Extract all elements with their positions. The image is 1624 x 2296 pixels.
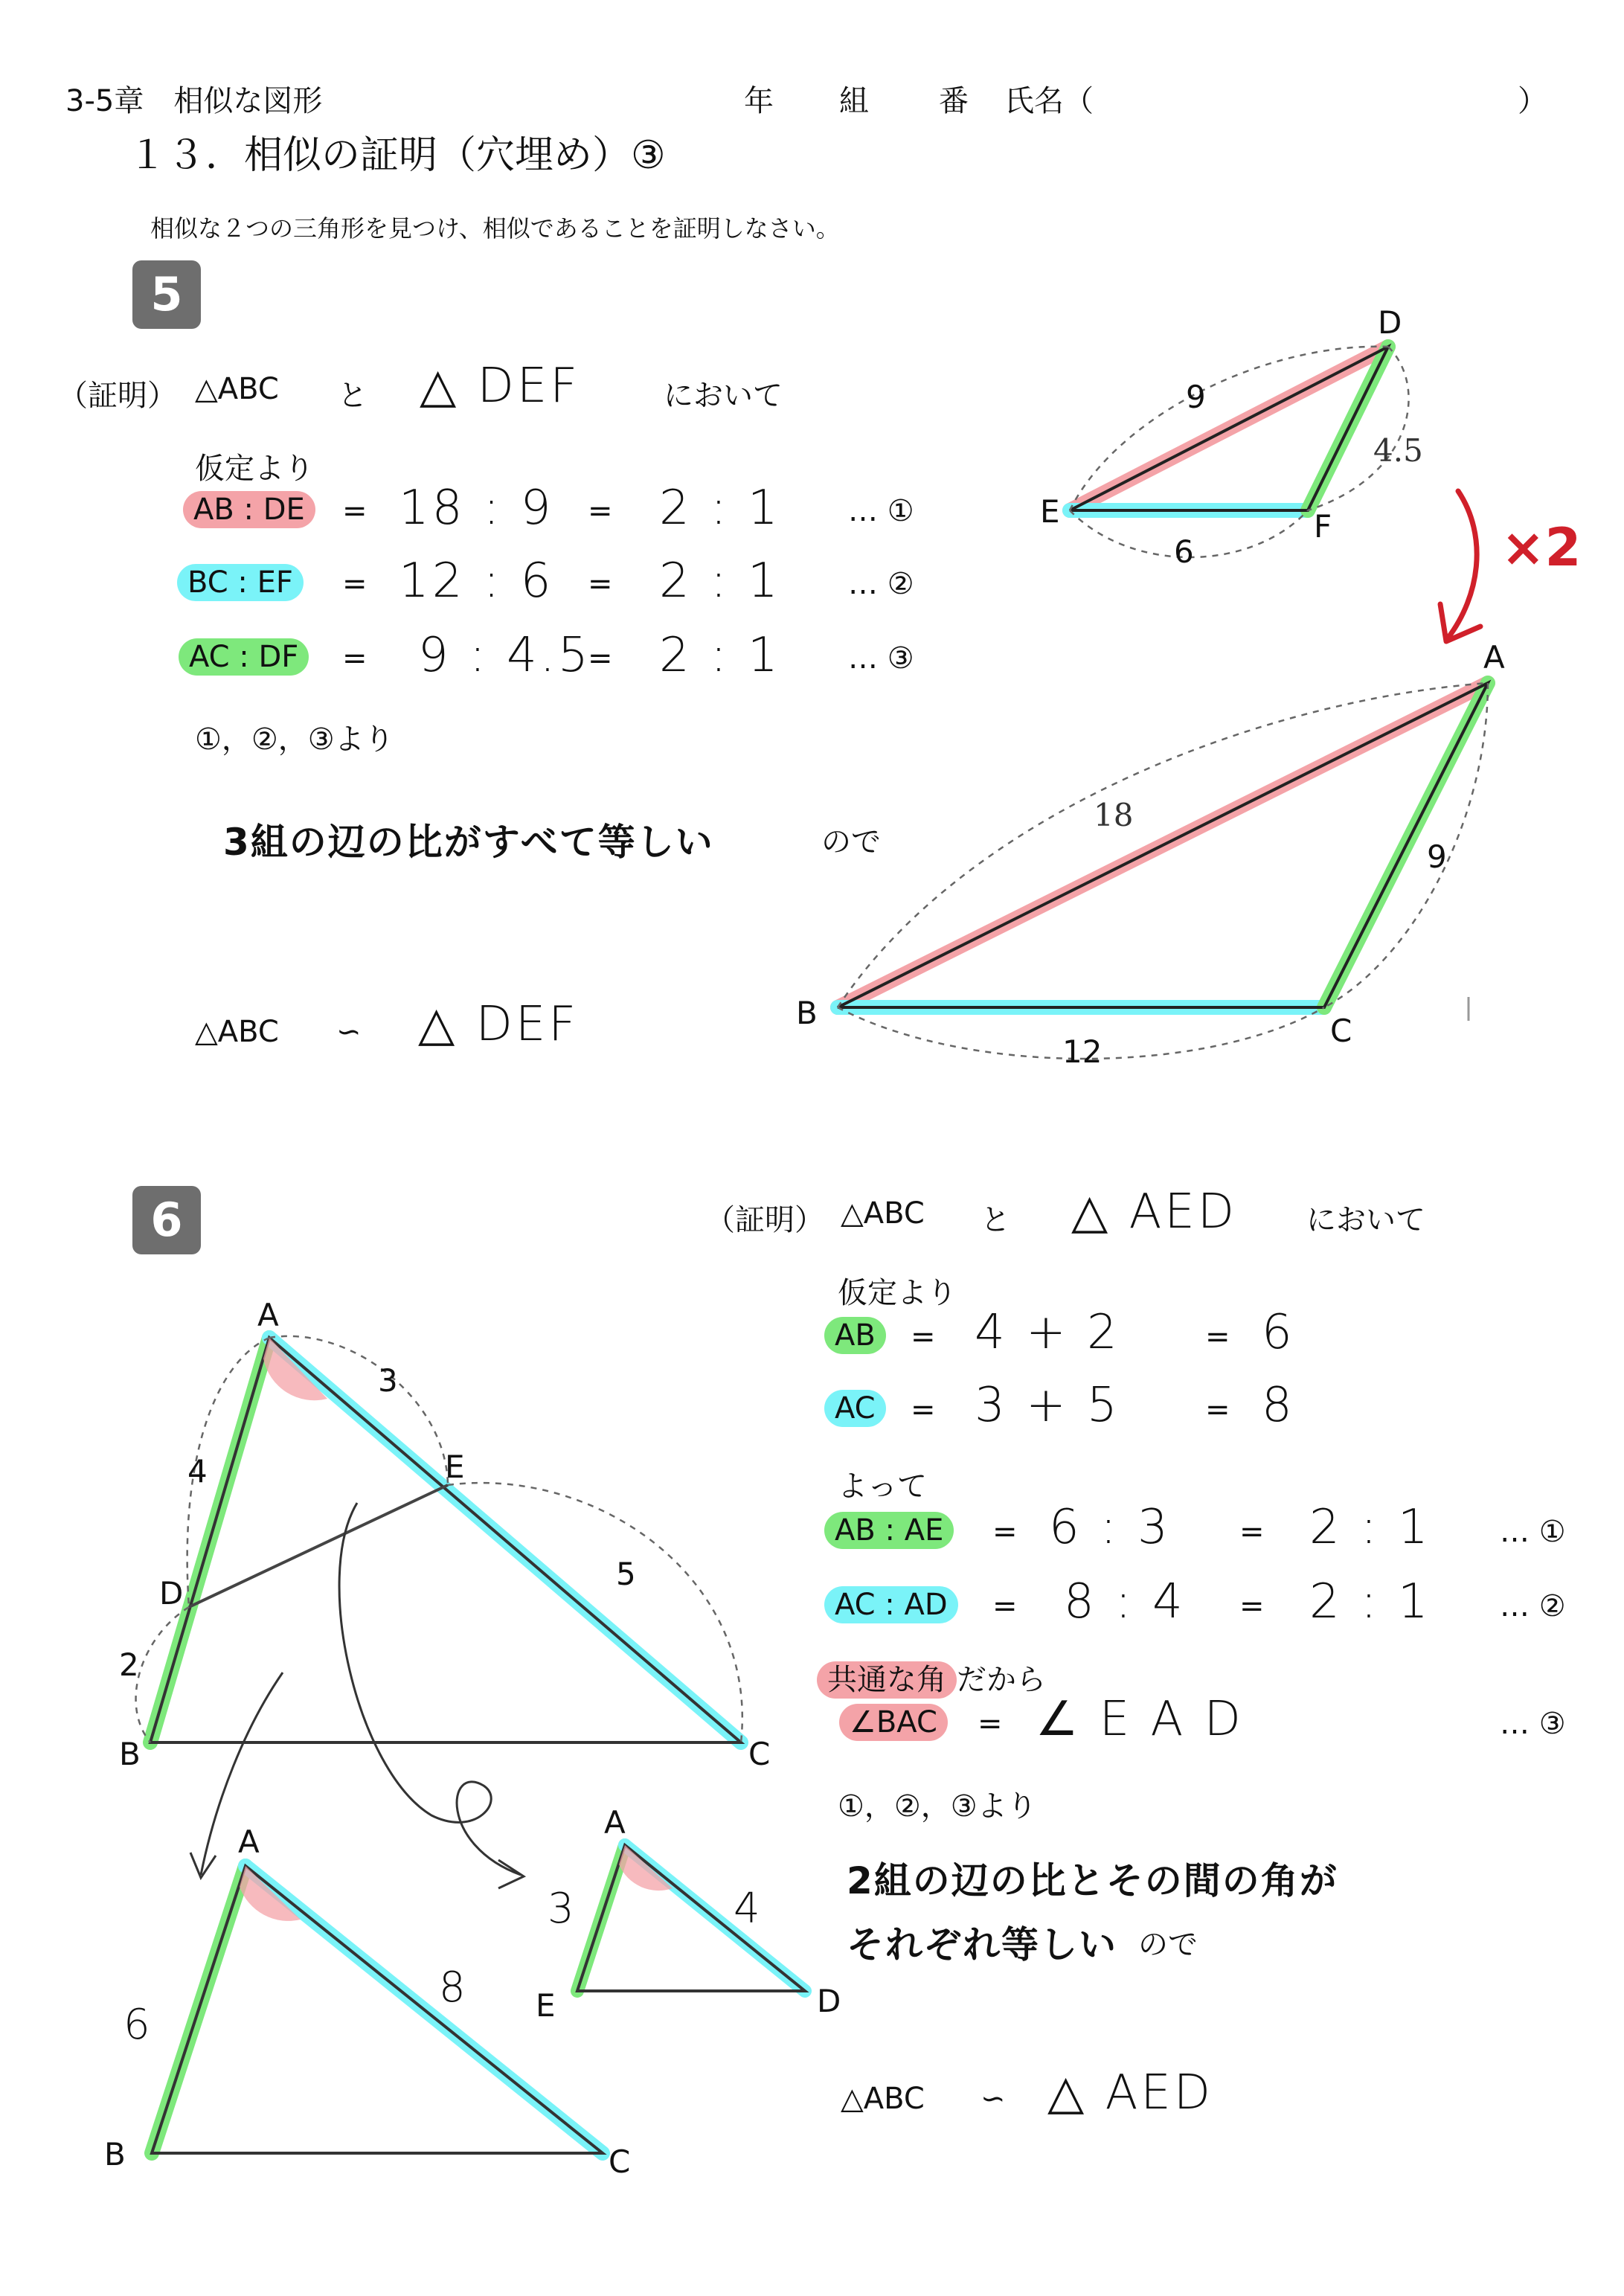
p5-eq3-result: 2 : 1 [659,628,781,683]
p5-to: と [338,379,368,413]
p6-angle-a-mark [263,1338,327,1400]
problem-6-badge: 6 [132,1186,201,1254]
name-close-paren: ） [1518,84,1547,118]
p6-small-len-ad: 4 [734,1885,760,1933]
p5-eq2-mark: … ② [848,567,914,601]
p5-assume: 仮定より [195,452,314,486]
p6-small-label-a: A [604,1804,626,1841]
year-label: 年 [744,84,774,118]
p6-ac-equals: = [911,1393,936,1427]
p6-triangle-abc [150,1338,741,1742]
p6-from: ①，②，③より [838,1789,1037,1824]
p5-node: ので [821,825,881,859]
p6-label-d: D [159,1575,184,1612]
p6-ac-expr: 3 + 5 [975,1378,1120,1433]
p5-scale-label: ×2 [1501,517,1582,578]
p5-concl-sim: ∽ [336,1015,362,1049]
p6-len-ae: 3 [378,1362,398,1399]
p6-big-label-c: C [609,2143,631,2180]
p6-len-db: 2 [119,1646,139,1683]
p6-reason-line1: 2組の辺の比とその間の角が [847,1859,1338,1902]
p6-r2-equals: = [992,1589,1018,1623]
page-title: １３．相似の証明（穴埋め）③ [128,133,666,178]
p5-concl-tri1: △ABC [195,1015,279,1049]
p5-eq1-equals2: = [588,494,613,528]
p6-angle-label: ∠BAC [839,1704,948,1741]
number-label: 番 [939,84,969,118]
p6-proof-label: （証明） [705,1203,824,1237]
p5-eq2-equals2: = [588,567,613,601]
p6-ab-label: AB [824,1317,886,1354]
p5-eq3-expr: 9 : 4.5 [418,628,591,683]
p6-tri2: △ AED [1071,1184,1238,1240]
p6-ac-result: 8 [1262,1378,1295,1433]
p6-big-label-a: A [238,1824,260,1860]
p5-len-bc: 12 [1062,1033,1103,1070]
p6-label-b: B [119,1736,141,1772]
p6-r1-label: AB : AE [824,1512,954,1549]
p6-to: と [981,1203,1010,1237]
p5-len-df: 4.5 [1373,432,1423,469]
p5-eq1-expr: 18 : 9 [399,481,554,536]
p5-eq1-label: AB : DE [183,491,315,528]
p5-eq3-mark: … ③ [848,641,914,676]
p5-label-b: B [796,995,818,1031]
p6-reason-line2: それぞれ等しい [847,1923,1117,1966]
p5-tri1: △ABC [195,372,279,406]
p6-r1-expr: 6 : 3 [1049,1500,1171,1555]
p5-label-e: E [1040,493,1060,530]
p6-r1-mark: … ① [1500,1515,1566,1549]
p6-concl-tri2: △ AED [1047,2065,1214,2120]
p5-eq1-equals: = [342,494,368,528]
p5-len-ac: 9 [1427,838,1447,875]
p6-ac-equals2: = [1205,1393,1230,1427]
p6-arrow-to-small-head [498,1860,524,1888]
chapter-label: 3-5章 相似な図形 [65,84,323,118]
p5-tri2: △ DEF [420,359,581,414]
problem-5-badge: 5 [132,260,201,329]
p5-eq2-label: BC : EF [177,564,304,601]
p6-angle-mark: … ③ [1500,1707,1566,1741]
p6-concl-sim: ∽ [981,2082,1006,2116]
p5-len-ab: 18 [1094,797,1134,833]
p5-eq3-equals2: = [588,641,613,676]
p5-niokite: において [664,379,783,413]
p6-r2-equals2: = [1239,1589,1265,1623]
p5-from: ①，②，③より [195,722,394,757]
p6-big-label-b: B [104,2136,126,2172]
p5-eq2-result: 2 : 1 [659,554,781,609]
p5-label-a: A [1483,639,1505,676]
p6-common: 共通な角 だから [817,1656,1046,1699]
p6-ab-expr: 4 + 2 [975,1305,1120,1360]
p6-yotte: よって [838,1469,927,1504]
p6-node: ので [1138,1928,1198,1962]
p6-label-e: E [445,1449,465,1485]
p6-assume: 仮定より [838,1276,957,1310]
p6-angle-equals: = [978,1707,1003,1741]
p6-ab-result: 6 [1262,1305,1295,1360]
p6-small-label-e: E [536,1987,556,2024]
p6-angle-expr: ∠ E A D [1036,1692,1244,1747]
p6-ab-equals: = [911,1320,936,1354]
p5-eq3-equals: = [342,641,368,676]
p5-label-d: D [1378,304,1402,341]
p6-big-len-ab: 6 [123,2001,150,2049]
p5-reason: 3組の辺の比がすべて等しい [223,821,714,864]
p5-eq3-label: AC : DF [179,638,309,676]
p6-label-c: C [748,1736,771,1772]
p6-ab-equals2: = [1205,1320,1230,1354]
p6-ac-label: AC [824,1390,886,1427]
p6-label-a: A [257,1297,279,1333]
p5-eq2-expr: 12 : 6 [399,554,554,609]
p5-eq1-mark: … ① [848,494,914,528]
p5-label-f: F [1314,508,1332,545]
p6-r2-mark: … ② [1500,1589,1566,1623]
p6-r2-result: 2 : 1 [1309,1574,1431,1629]
p6-r1-equals: = [992,1515,1018,1549]
name-label: 氏名（ [1004,84,1094,118]
p5-len-ef: 6 [1174,533,1194,570]
p6-big-len-ac: 8 [439,1963,466,2012]
class-label: 組 [839,84,869,118]
p5-len-ed: 9 [1186,379,1206,415]
p5-label-c: C [1330,1013,1352,1049]
p6-r1-equals2: = [1239,1515,1265,1549]
p5-eq1-result: 2 : 1 [659,481,781,536]
p5-eq2-equals: = [342,567,368,601]
p6-niokite: において [1306,1203,1425,1237]
p6-r2-label: AC : AD [824,1586,958,1623]
p6-arrow-to-small [339,1503,521,1875]
p6-concl-tri1: △ABC [841,2082,925,2116]
p6-len-ec: 5 [616,1556,636,1592]
instruction: 相似な２つの三角形を見つけ、相似であることを証明しなさい。 [150,214,840,243]
p6-r1-result: 2 : 1 [1309,1500,1431,1555]
p5-proof-label: （証明） [58,379,177,413]
p6-tri1: △ABC [841,1196,925,1231]
p6-small-label-d: D [817,1983,841,2019]
p5-concl-tri2: △ DEF [418,997,580,1052]
p6-len-ad: 4 [187,1453,208,1489]
p6-small-len-ae: 3 [548,1885,574,1933]
p6-small-angle-mark [619,1845,673,1891]
p6-r2-expr: 8 : 4 [1064,1574,1186,1629]
